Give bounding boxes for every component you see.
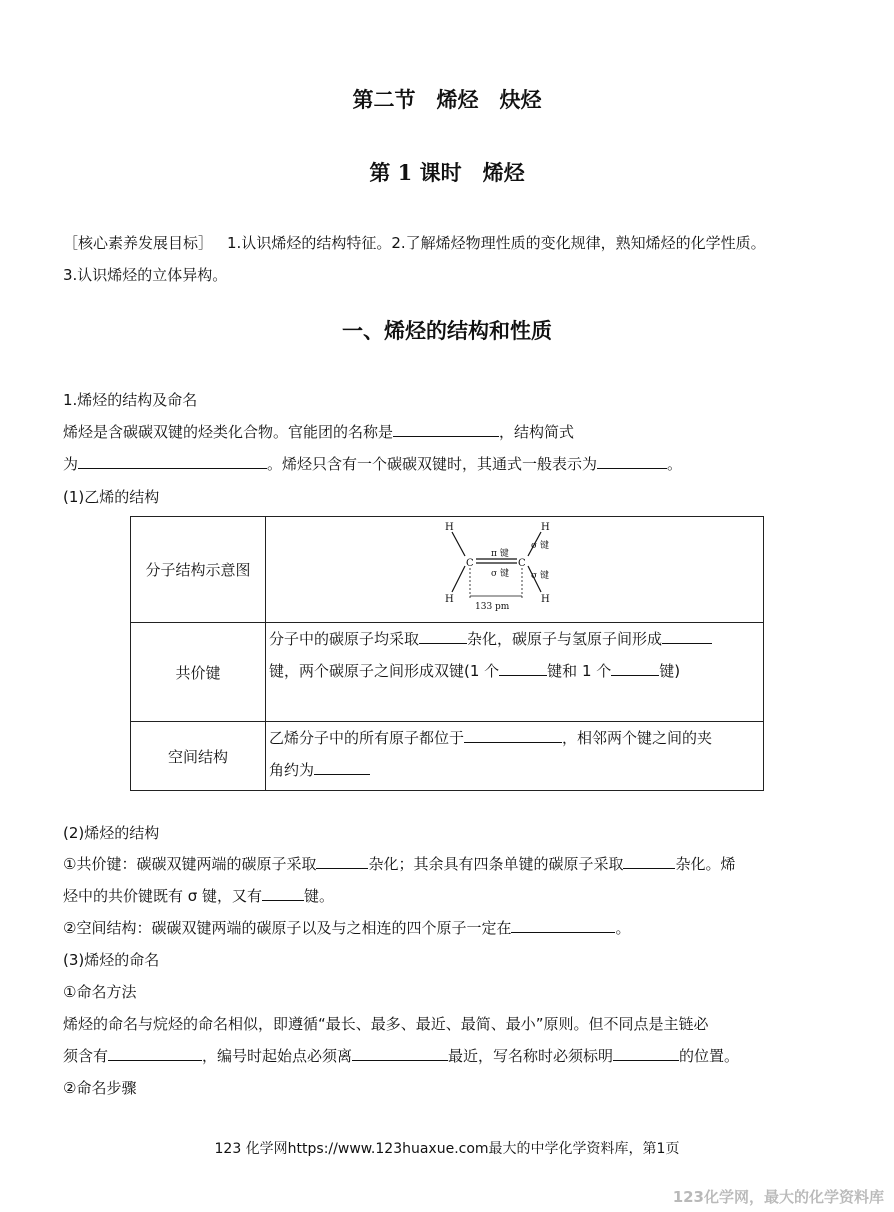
sigma-bond-label: σ 键	[530, 540, 549, 551]
text-segment: ①共价键：碳碳双键两端的碳原子采取	[63, 855, 317, 873]
hydrogen-label: H	[540, 593, 550, 605]
naming-method-heading: ①命名方法	[63, 983, 137, 1001]
sigma-bond-label: σ 键	[490, 568, 509, 579]
answer-blank[interactable]	[611, 661, 659, 676]
page-footer: 123 化学网https://www.123huaxue.com最大的中学化学资料库，第1页	[214, 1141, 680, 1157]
naming-steps-heading: ②命名步骤	[63, 1079, 137, 1097]
carbon-label: C	[517, 557, 526, 569]
answer-blank[interactable]	[316, 854, 368, 869]
part1-heading: 一、烯烃的结构和性质	[342, 318, 552, 343]
text-segment: ，编号时起始点必须离	[202, 1047, 353, 1065]
table-value	[266, 722, 764, 791]
sub-alkene-naming: (3)烯烃的命名	[63, 951, 160, 969]
text-segment: 最近，写名称时必须标明	[448, 1047, 614, 1065]
table-label: 分子结构示意图	[131, 517, 266, 623]
text-segment: 烯烃是含碳碳双键的烃类化合物。官能团的名称是	[63, 423, 394, 441]
carbon-label: C	[465, 557, 474, 569]
answer-blank[interactable]	[613, 1046, 679, 1061]
text-segment: 键。	[304, 887, 335, 905]
answer-blank[interactable]	[262, 886, 304, 901]
text-segment: 乙烯分子中的所有原子都位于	[269, 729, 465, 747]
text-segment: 须含有	[63, 1047, 109, 1065]
text-segment: 烃中的共价键既有 σ 键，又有	[63, 887, 263, 905]
answer-blank[interactable]	[352, 1046, 448, 1061]
goals-line-2: 3.认识烯烃的立体异构。	[63, 266, 228, 284]
text-segment: ，相邻两个键之间的夹	[562, 729, 713, 747]
sub-structure-naming: 1.烯烃的结构及命名	[63, 391, 198, 409]
table-row	[131, 722, 764, 791]
answer-blank[interactable]	[108, 1046, 202, 1061]
answer-blank[interactable]	[393, 422, 499, 437]
watermark: 123化学网，最大的化学资料库	[672, 1188, 884, 1206]
table-value	[266, 623, 764, 722]
table-label: 空间结构	[131, 722, 266, 791]
text-segment: 杂化。烯	[675, 855, 736, 873]
text-segment: 为	[63, 455, 79, 473]
diagram-cell	[266, 517, 764, 623]
text-segment: 分子中的碳原子均采取	[269, 630, 420, 648]
paragraph-line	[63, 1045, 739, 1066]
lesson-title: 第 1 课时 烯烃	[369, 160, 525, 185]
answer-blank[interactable]	[662, 629, 712, 644]
sub-ethene-structure: (1)乙烯的结构	[63, 488, 160, 506]
bond-line	[452, 532, 465, 556]
paragraph-line: 烯烃的命名与烷烃的命名相似，即遵循“最长、最多、最近、最简、最小”原则。但不同点是主链必	[63, 1015, 709, 1033]
answer-blank[interactable]	[419, 629, 467, 644]
bond-length-label: 133 pm	[474, 601, 509, 612]
text-segment: 杂化；其余具有四条单键的碳原子采取	[368, 855, 624, 873]
text-segment: 的位置。	[679, 1047, 740, 1065]
text-segment: 。烯烃只含有一个碳碳双键时，其通式一般表示为	[267, 455, 598, 473]
answer-blank[interactable]	[499, 661, 547, 676]
sub-alkene-structure: (2)烯烃的结构	[63, 824, 160, 842]
text-segment: 。	[667, 455, 683, 473]
bond-line	[452, 566, 465, 592]
answer-blank[interactable]	[597, 454, 667, 469]
paragraph-line	[63, 421, 574, 442]
table-row	[131, 517, 764, 623]
sigma-bond-label: σ 键	[530, 570, 549, 581]
paragraph-line	[63, 885, 334, 906]
goals-line-1	[63, 232, 766, 253]
hydrogen-label: H	[540, 521, 550, 533]
paragraph-line	[63, 853, 735, 874]
table-label: 共价键	[131, 623, 266, 722]
hydrogen-label: H	[444, 593, 454, 605]
text-segment: 杂化，碳原子与氢原子间形成	[467, 630, 663, 648]
ethene-structure-table	[130, 516, 764, 791]
answer-blank[interactable]	[623, 854, 675, 869]
text-segment: ②空间结构：碳碳双键两端的碳原子以及与之相连的四个原子一定在	[63, 919, 512, 937]
pi-bond-label: π 键	[490, 548, 509, 559]
table-row	[131, 623, 764, 722]
text-segment: 键，两个碳原子之间形成双键(1 个	[269, 662, 500, 680]
text-segment: 角约为	[269, 761, 315, 779]
section-title: 第二节 烯烃 炔烃	[352, 87, 542, 112]
answer-blank[interactable]	[78, 454, 267, 469]
goals-label: ［核心素养发展目标］	[63, 234, 214, 252]
text-segment: 。	[615, 919, 631, 937]
paragraph-line	[63, 453, 682, 474]
text-segment: ，结构简式	[499, 423, 575, 441]
answer-blank[interactable]	[511, 918, 615, 933]
answer-blank[interactable]	[314, 760, 370, 775]
answer-blank[interactable]	[464, 728, 562, 743]
text-segment: 键和 1 个	[547, 662, 612, 680]
ethene-molecule-diagram	[435, 518, 595, 618]
text-segment: 键)	[659, 662, 681, 680]
hydrogen-label: H	[444, 521, 454, 533]
paragraph-line	[63, 917, 630, 938]
goals-text-1: 1.认识烯烃的结构特征。2.了解烯烃物理性质的变化规律，熟知烯烃的化学性质。	[227, 234, 766, 252]
